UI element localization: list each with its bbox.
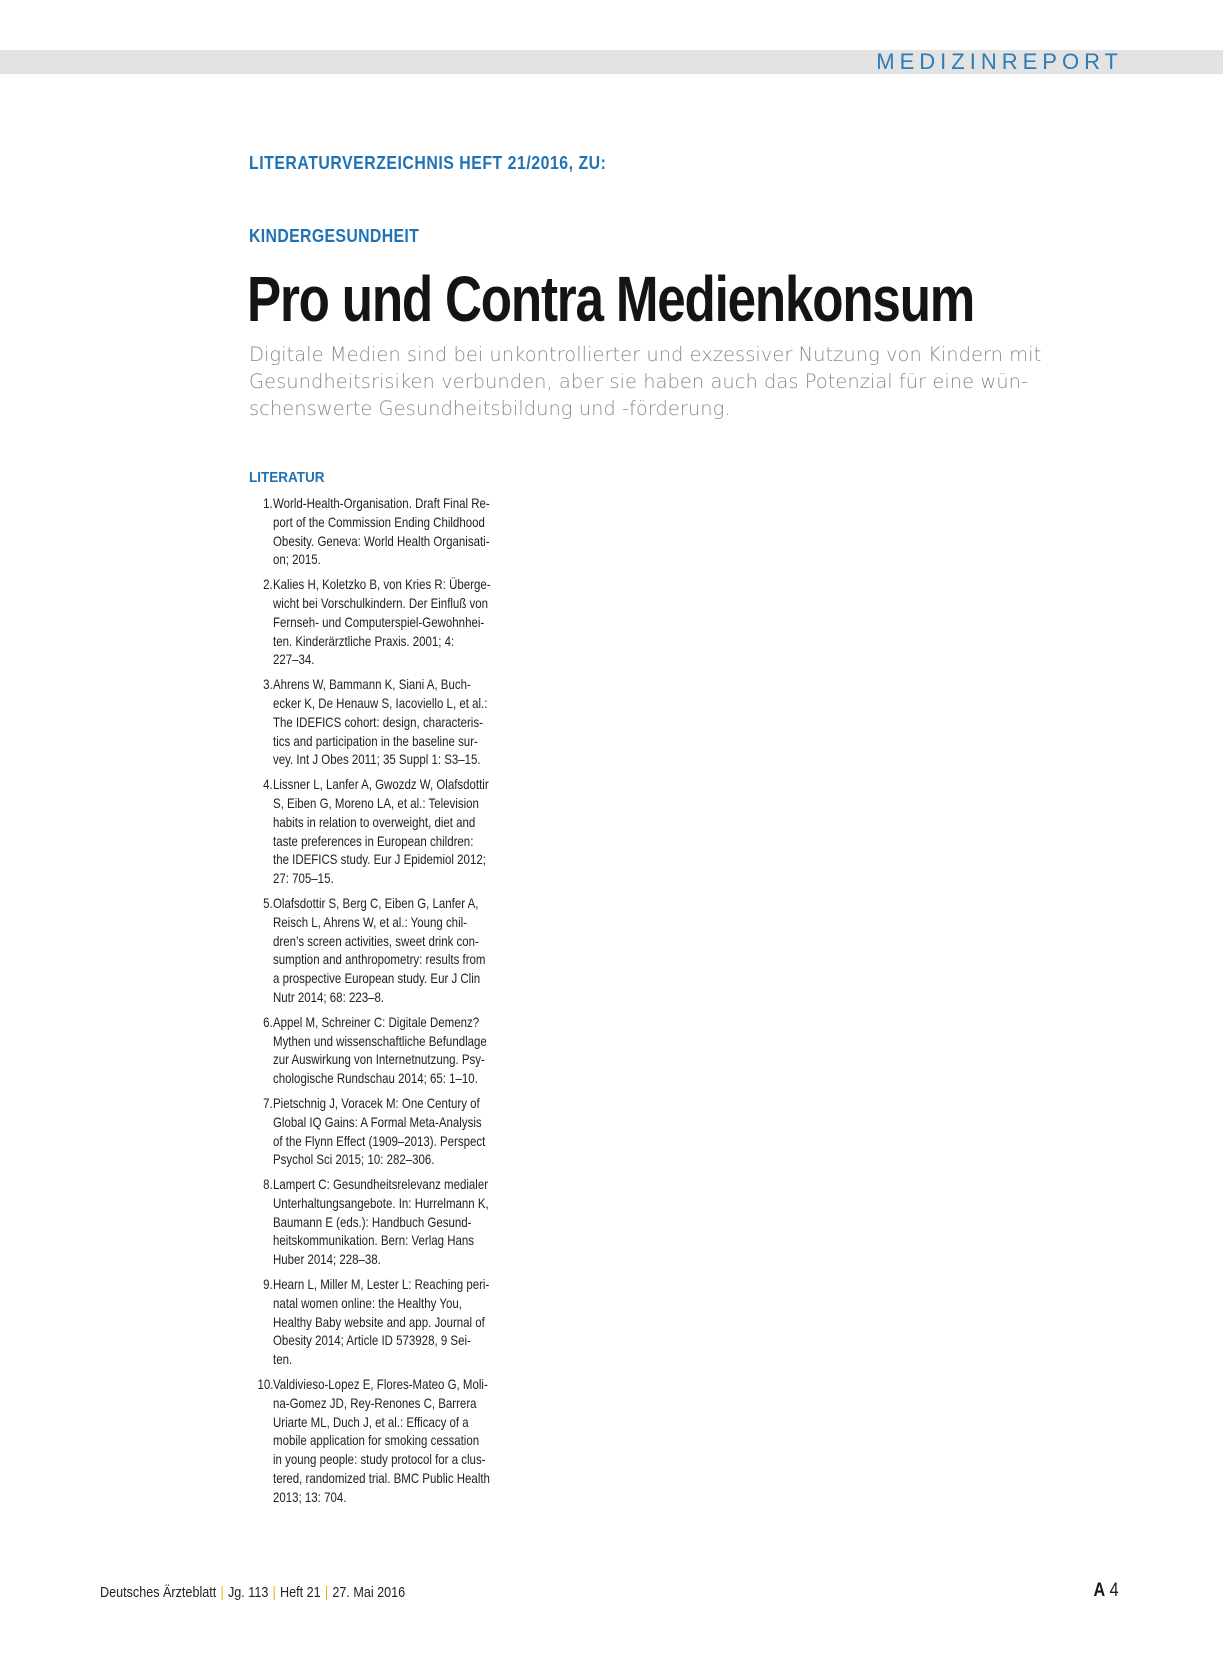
- reference-number: [249, 1094, 273, 1169]
- reference-line: Fernseh- und Computerspiel-Gewohnhei-: [273, 613, 485, 630]
- reference-number-text: 8.: [263, 1176, 273, 1193]
- reference-number: [249, 1375, 273, 1507]
- reference-line: 2013; 13: 704.: [273, 1488, 347, 1505]
- reference-number: [249, 494, 273, 569]
- reference-number-text: 10.: [257, 1376, 273, 1393]
- reference-line: ecker K, De Henauw S, Iacoviello L, et al.:: [273, 694, 488, 711]
- reference-line: na-Gomez JD, Rey-Renones C, Barrera: [273, 1394, 477, 1411]
- journal-name: Deutsches Ärzteblatt: [100, 1584, 217, 1601]
- reference-line: Uriarte ML, Duch J, et al.: Efficacy of a: [273, 1413, 469, 1430]
- reference-line: Reisch L, Ahrens W, et al.: Young chil-: [273, 913, 467, 930]
- reference-number-text: 1.: [263, 495, 273, 511]
- reference-item: [249, 675, 549, 769]
- reference-line: wicht bei Vorschulkindern. Der Einfluß von: [273, 594, 489, 611]
- reference-line: Nutr 2014; 68: 223–8.: [273, 988, 385, 1005]
- reference-line: Pietschnig J, Voracek M: One Century of: [273, 1094, 480, 1111]
- reference-line: Kalies H, Koletzko B, von Kries R: Überge-: [273, 576, 491, 593]
- volume: Jg. 113: [227, 1584, 269, 1601]
- reference-number: [249, 894, 273, 1007]
- reference-number: [249, 1175, 273, 1269]
- footer-separator: |: [324, 1584, 329, 1601]
- reference-number-text: 6.: [263, 1013, 273, 1030]
- reference-line: on; 2015.: [273, 551, 321, 568]
- reference-line: Global IQ Gains: A Formal Meta-Analysis: [273, 1113, 482, 1130]
- reference-line: Appel M, Schreiner C: Digitale Demenz?: [273, 1013, 480, 1030]
- reference-item: [249, 1375, 549, 1507]
- footer-separator: |: [220, 1584, 224, 1601]
- reference-line: taste preferences in European children:: [273, 832, 474, 849]
- reference-line: of the Flynn Effect (1909–2013). Perspect: [273, 1132, 486, 1149]
- reference-text: [273, 494, 537, 569]
- literature-heading: LITERATUR: [249, 469, 325, 486]
- reference-number: [249, 1275, 273, 1369]
- reference-line: 27: 705–15.: [273, 870, 334, 887]
- reference-line: the IDEFICS study. Eur J Epidemiol 2012;: [273, 851, 486, 868]
- lead-line: Digitale Medien sind bei unkontrollierter und exzessiver Nutzung von Kindern mit: [249, 343, 1042, 366]
- reference-number-text: 7.: [263, 1094, 273, 1111]
- reference-line: Unterhaltungsangebote. In: Hurrelmann K,: [273, 1194, 489, 1211]
- reference-text: [273, 894, 532, 1007]
- reference-line: Lampert C: Gesundheitsrelevanz medialer: [273, 1176, 489, 1193]
- page-prefix: A: [1093, 1580, 1106, 1601]
- reference-line: Psychol Sci 2015; 10: 282–306.: [273, 1151, 435, 1168]
- reference-line: mobile application for smoking cessation: [273, 1432, 480, 1449]
- reference-item: [249, 1175, 549, 1269]
- reference-item: [249, 1094, 549, 1169]
- reference-line: tics and participation in the baseline sur-: [273, 732, 478, 749]
- reference-line: dren’s screen activities, sweet drink con-: [273, 932, 479, 949]
- reference-line: chologische Rundschau 2014; 65: 1–10.: [273, 1070, 478, 1087]
- category-label: KINDERGESUNDHEIT: [249, 226, 420, 246]
- page-number: [1094, 1580, 1119, 1602]
- reference-line: in young people: study protocol for a clus-: [273, 1451, 486, 1468]
- reference-number-text: 9.: [263, 1276, 273, 1293]
- reference-number-text: 3.: [263, 676, 273, 693]
- reference-text: [273, 675, 534, 769]
- reference-line: The IDEFICS cohort: design, characteris-: [273, 713, 483, 730]
- reference-number: [249, 775, 273, 888]
- reference-list: [249, 494, 549, 1513]
- reference-line: natal women online: the Healthy You,: [273, 1294, 462, 1311]
- reference-number-text: 5.: [263, 894, 273, 911]
- reference-line: zur Auswirkung von Internetnutzung. Psy-: [273, 1051, 485, 1068]
- reference-item: [249, 1275, 549, 1369]
- reference-line: World-Health-Organisation. Draft Final Re-: [273, 495, 490, 511]
- reference-item: [249, 1013, 549, 1088]
- reference-line: port of the Commission Ending Childhood: [273, 513, 485, 530]
- reference-text: [273, 1013, 534, 1088]
- footer-separator: |: [272, 1584, 276, 1601]
- reference-line: heitskommunikation. Bern: Verlag Hans: [273, 1232, 475, 1249]
- reference-number-text: 2.: [263, 576, 273, 593]
- reference-line: sumption and anthropometry: results from: [273, 951, 486, 968]
- reference-item: [249, 775, 549, 888]
- reference-line: Valdivieso-Lopez E, Flores-Mateo G, Moli-: [273, 1376, 488, 1393]
- reference-line: Olafsdottir S, Berg C, Eiben G, Lanfer A,: [273, 894, 479, 911]
- reference-text: [273, 1375, 538, 1507]
- lead-line: schenswerte Gesundheitsbildung und -förderung.: [249, 397, 731, 420]
- reference-line: Obesity 2014; Article ID 573928, 9 Sei-: [273, 1332, 471, 1349]
- reference-number: [249, 675, 273, 769]
- reference-line: Obesity. Geneva: World Health Organisati-: [273, 532, 490, 549]
- lead-line: Gesundheitsrisiken verbunden, aber sie haben auch das Potenzial für eine wün-: [249, 370, 1029, 393]
- section-label: MEDIZINREPORT: [876, 49, 1123, 74]
- lead-paragraph: [249, 341, 1099, 422]
- article-title: Pro und Contra Medienkonsum: [247, 263, 975, 335]
- reference-line: Mythen und wissenschaftliche Befundlage: [273, 1032, 487, 1049]
- reference-line: 227–34.: [273, 651, 315, 668]
- reference-line: Healthy Baby website and app. Journal of: [273, 1313, 485, 1330]
- reference-text: [273, 1175, 536, 1269]
- reference-line: habits in relation to overweight, diet and: [273, 813, 476, 830]
- reference-number-text: 4.: [263, 776, 273, 793]
- reference-item: [249, 894, 549, 1007]
- reference-line: vey. Int J Obes 2011; 35 Suppl 1: S3–15.: [273, 751, 481, 768]
- reference-line: Lissner L, Lanfer A, Gwozdz W, Olafsdottir: [273, 776, 489, 793]
- reference-line: Huber 2014; 228–38.: [273, 1251, 381, 1268]
- reference-item: [249, 575, 549, 669]
- reference-number: [249, 1013, 273, 1088]
- reference-text: [273, 575, 538, 669]
- footer-citation: [100, 1583, 405, 1603]
- reference-line: Ahrens W, Bammann K, Siani A, Buch-: [273, 676, 471, 693]
- reference-line: Hearn L, Miller M, Lester L: Reaching peri-: [273, 1276, 490, 1293]
- reference-line: a prospective European study. Eur J Clin: [273, 970, 481, 987]
- issue-date: 27. Mai 2016: [332, 1584, 406, 1601]
- reference-line: ten. Kinderärztliche Praxis. 2001; 4:: [273, 632, 455, 649]
- issue: Heft 21: [280, 1584, 321, 1601]
- reference-text: [273, 1094, 532, 1169]
- reference-item: [249, 494, 549, 569]
- reference-text: [273, 775, 536, 888]
- page-number-value: 4: [1110, 1580, 1119, 1601]
- reference-text: [273, 1275, 537, 1369]
- reference-line: ten.: [273, 1351, 293, 1368]
- reference-line: tered, randomized trial. BMC Public Health: [273, 1470, 490, 1487]
- kicker: LITERATURVERZEICHNIS HEFT 21/2016, ZU:: [249, 153, 607, 173]
- reference-number: [249, 575, 273, 669]
- reference-line: Baumann E (eds.): Handbuch Gesund-: [273, 1213, 472, 1230]
- reference-line: S, Eiben G, Moreno LA, et al.: Television: [273, 794, 479, 811]
